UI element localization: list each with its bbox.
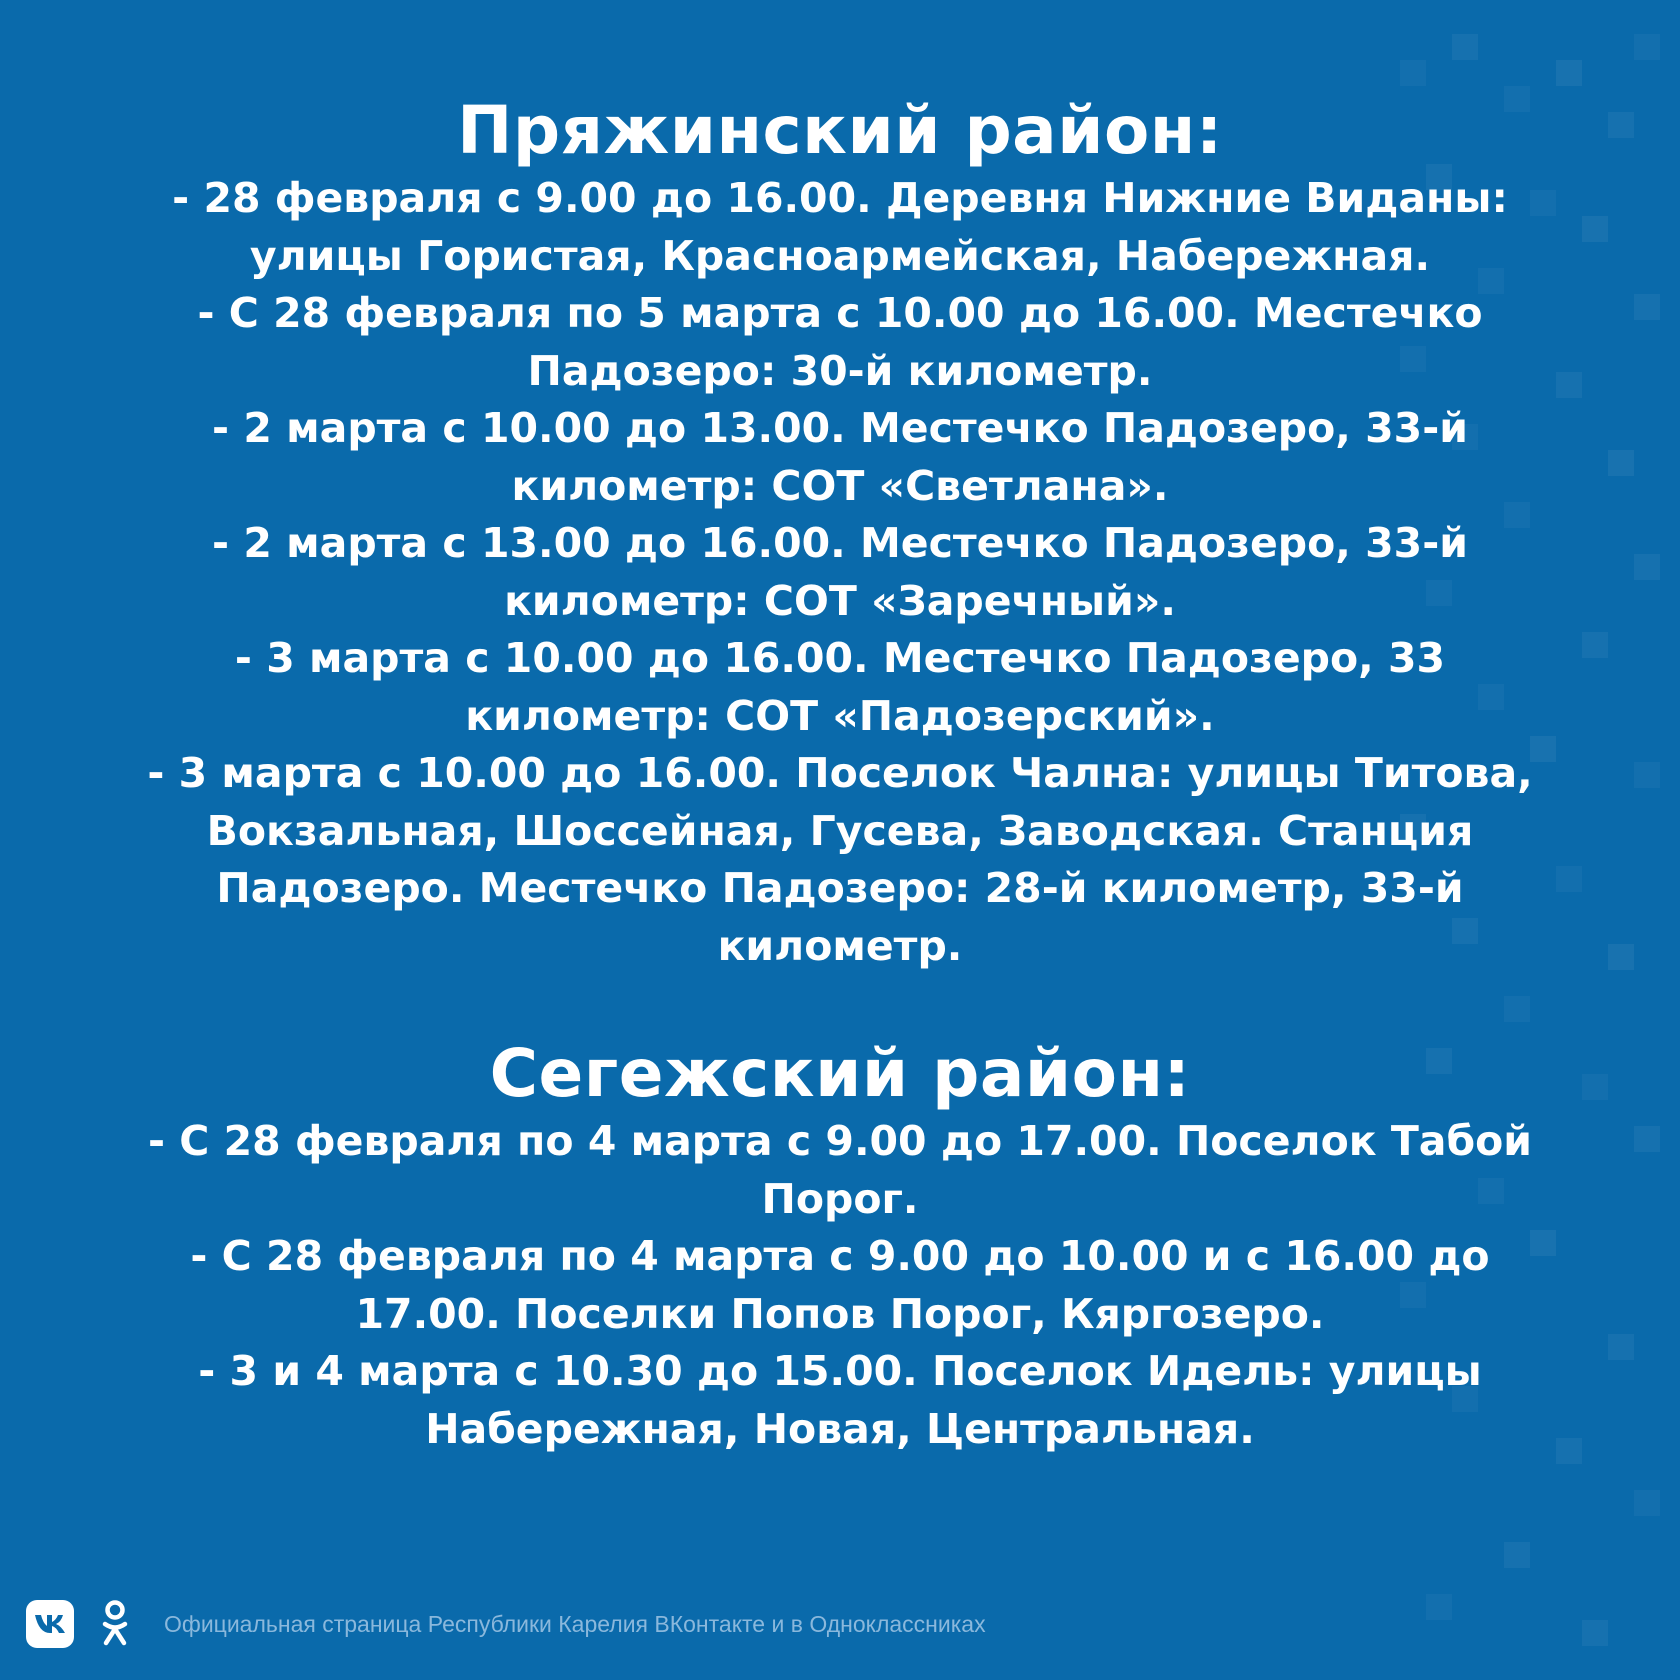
schedule-line: - С 28 февраля по 5 марта с 10.00 до 16.00. Местечко (197, 289, 1483, 337)
schedule-line: - 3 и 4 марта с 10.30 до 15.00. Поселок Идель: улицы (198, 1347, 1482, 1395)
schedule-line: Вокзальная, Шоссейная, Гусева, Заводская. Станция (206, 806, 1474, 855)
schedule-line: - 28 февраля с 9.00 до 16.00. Деревня Нижние Виданы: (172, 174, 1508, 222)
announcement-content (60, 92, 1620, 1458)
schedule-line: Набережная, Новая, Центральная. (425, 1404, 1255, 1453)
footer-caption: Официальная страница Республики Карелия ВКонтакте и в Одноклассниках (164, 1610, 986, 1637)
section-pryazha (60, 92, 1620, 975)
schedule-line: километр: СОТ «Падозерский». (465, 691, 1215, 740)
schedule-line: - 2 марта с 13.00 до 16.00. Местечко Падозеро, 33-й (212, 519, 1468, 567)
schedule-line: - 2 марта с 10.00 до 13.00. Местечко Падозеро, 33-й (212, 404, 1468, 452)
schedule-line: Падозеро. Местечко Падозеро: 28-й километр, 33-й (216, 864, 1464, 912)
schedule-line: 17.00. Поселки Попов Порог, Кяргозеро. (355, 1289, 1325, 1338)
vk-icon[interactable] (26, 1600, 74, 1648)
ok-icon[interactable] (100, 1599, 130, 1649)
section-spacer (60, 975, 1620, 1035)
schedule-line: километр: СОТ «Светлана». (511, 461, 1169, 510)
schedule-line: - С 28 февраля по 4 марта с 9.00 до 17.00. Поселок Табой (147, 1117, 1532, 1165)
schedule-line: - С 28 февраля по 4 марта с 9.00 до 10.00 и с 16.00 до (190, 1232, 1490, 1280)
footer (26, 1598, 986, 1650)
schedule-line: улицы Гористая, Красноармейская, Набережная. (249, 231, 1431, 280)
schedule-line: километр. (717, 921, 963, 970)
section-segezha (60, 1035, 1620, 1458)
schedule-line: Падозеро: 30-й километр. (527, 346, 1153, 395)
schedule-line: - 3 марта с 10.00 до 16.00. Местечко Падозеро, 33 (234, 634, 1446, 682)
schedule-line: километр: СОТ «Заречный». (504, 576, 1176, 625)
schedule-line: Порог. (761, 1174, 919, 1223)
schedule-line: - 3 марта с 10.00 до 16.00. Поселок Чална: улицы Титова, (147, 749, 1533, 797)
section-title: Пряжинский район: (457, 92, 1223, 169)
section-title: Сегежский район: (489, 1035, 1191, 1112)
